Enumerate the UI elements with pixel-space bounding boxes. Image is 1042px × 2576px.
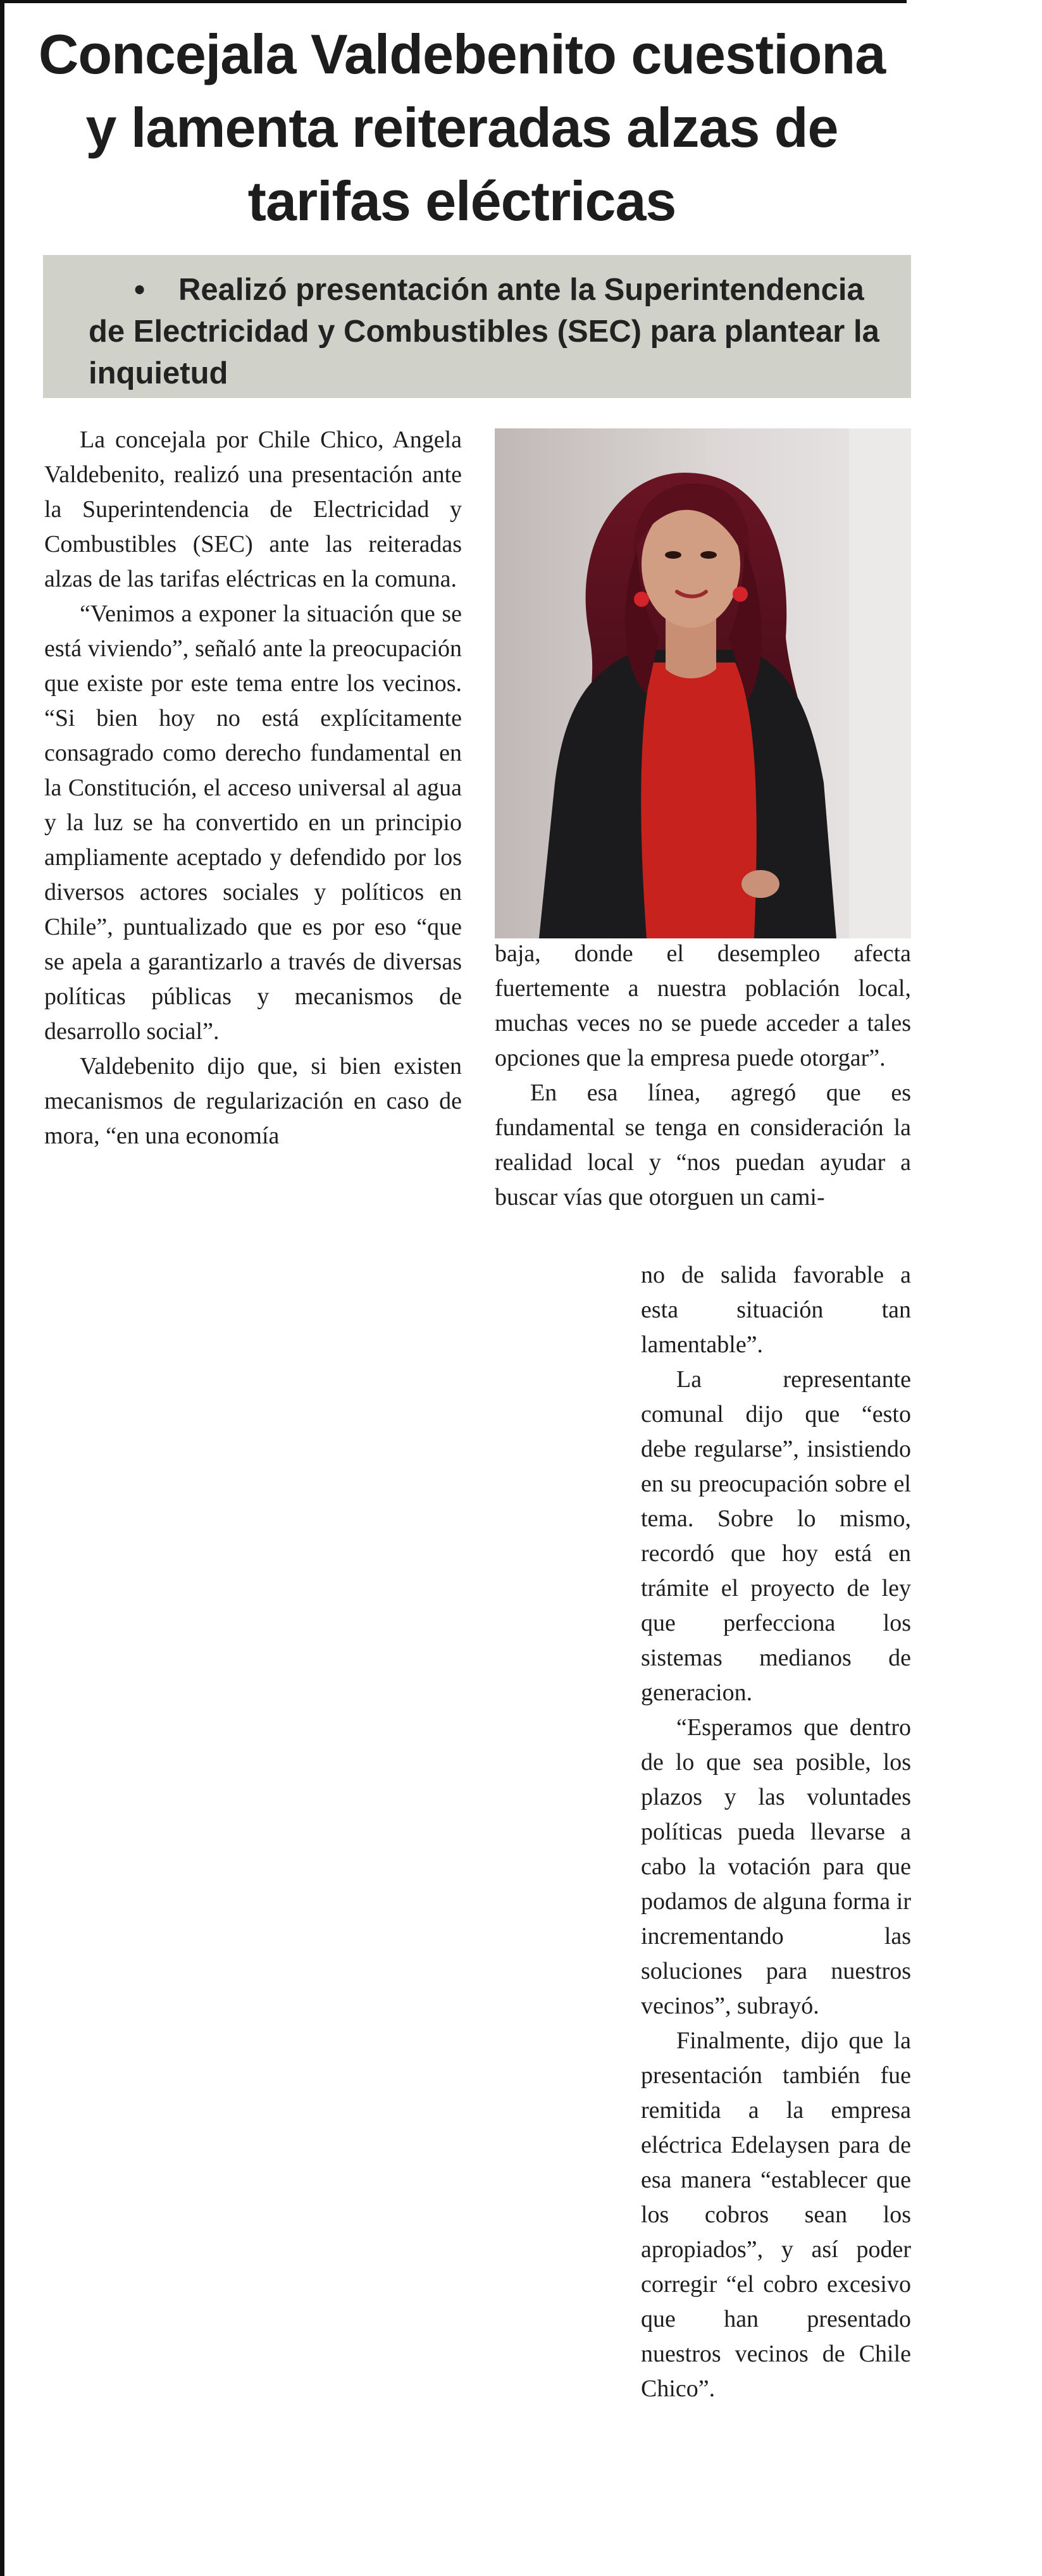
subheading-box <box>43 255 911 398</box>
article-column-left <box>44 423 462 1154</box>
page-border-top <box>0 0 907 3</box>
subheading-bullet: • <box>134 273 146 307</box>
article-headline: Concejala Valdebenito cuestiona y lamenta reiteradas alzas de tarifas eléctricas <box>38 23 886 232</box>
page-border-left <box>0 0 4 2576</box>
councilwoman-photo <box>495 428 911 938</box>
body-paragraph: baja, donde el desempleo afecta fuertemente a nuestra población local, muchas veces no se puede acceder a tales opciones que la empresa puede otorgar”. <box>495 940 911 1071</box>
portrait-illustration <box>495 428 911 938</box>
body-paragraph: La representante comunal dijo que “esto debe regularse”, insistiendo en su preocupación sobre el tema. Sobre lo mismo, recordó que hoy está en trámite el proyecto de ley que perfecciona los sistemas medianos de generacion. <box>641 1366 911 1706</box>
body-paragraph: “Venimos a exponer la situación que se está viviendo”, señaló ante la preocupación que existe por este tema entre los vecinos. “Si bien hoy no está explícitamente consagrado como derecho fundamental en la Constitución, el acceso universal al agua y la luz se ha convertido en un principio ampliamente aceptado y defendido por los diversos actores sociales y políticos en Chile”, puntualizado que es por eso “que se apela a garantizarlo a través de diversas políticas públicas y mecanismos de desarrollo social”. <box>44 600 462 1045</box>
body-paragraph: “Esperamos que dentro de lo que sea posible, los plazos y las voluntades políticas pueda llevarse a cabo la votación para que podamos de alguna forma ir incrementando las soluciones para nuestros vecinos”, subrayó. <box>641 1714 911 2019</box>
body-paragraph: Finalmente, dijo que la presentación también fue remitida a la empresa eléctrica Edelaysen para de esa manera “establecer que los cobros sean los apropiados”, y así poder corregir “el cobro excesivo que han presentado nuestros vecinos de Chile Chico”. <box>641 2027 911 2402</box>
body-paragraph: En esa línea, agregó que es fundamental se tenga en consideración la realidad local y “nos puedan ayudar a buscar vías que otorguen un cami- <box>495 1080 911 1210</box>
article-column-right-narrow <box>641 1258 911 2406</box>
subheading-text: Realizó presentación ante la Superintendencia de Electricidad y Combustibles (SEC) para plantear la inquietud <box>89 273 879 390</box>
body-paragraph: La concejala por Chile Chico, Angela Valdebenito, realizó una presentación ante la Superintendencia de Electricidad y Combustibles (SEC) ante las reiteradas alzas de las tarifas eléctricas en la comuna. <box>44 426 462 592</box>
article-column-right <box>495 936 911 1215</box>
body-paragraph: no de salida favorable a esta situación tan lamentable”. <box>641 1262 911 1358</box>
body-paragraph: Valdebenito dijo que, si bien existen mecanismos de regularización en caso de mora, “en una economía <box>44 1053 462 1149</box>
